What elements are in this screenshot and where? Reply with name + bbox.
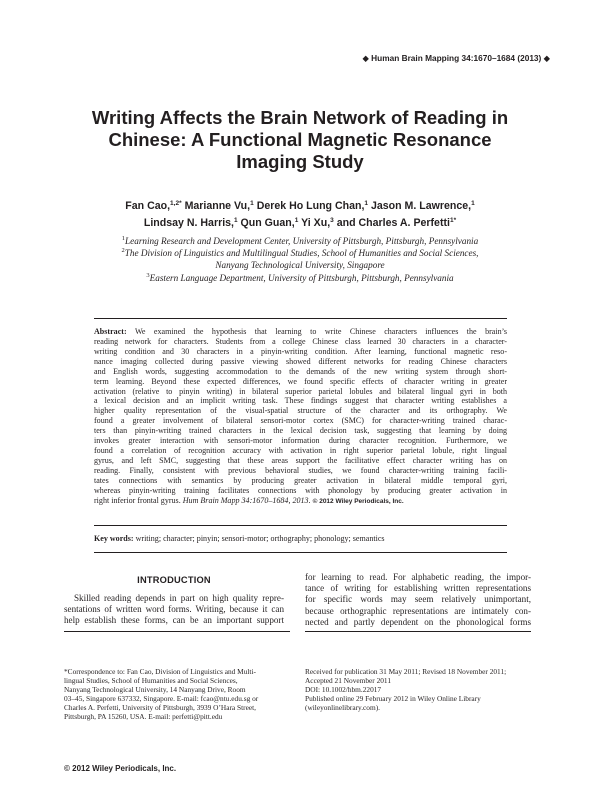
footnote-rule-left: [64, 631, 290, 632]
footnote-line: lingual Studies, School of Humanities and Social Sciences,: [64, 676, 238, 686]
body-line: for learning to read. For alphabetic reading, the impor-: [305, 572, 531, 582]
abstract-line: reading. Finally, consistent with previous behavioral studies, we found character-writing training facili-: [94, 465, 507, 475]
author-line-1: [60, 198, 540, 215]
abstract-line: higher quality representation of the visual-spatial structure of the character and its orthography. We: [94, 406, 507, 416]
affiliations: [60, 235, 540, 284]
abstract-line: reading network for characters. Students from a college Chinese class learned 30 characters in a character-: [94, 336, 507, 346]
author-name: Qun Guan,: [240, 217, 295, 229]
author-name: Fan Cao,: [125, 200, 171, 212]
footnote-line: Accepted 21 November 2011: [305, 676, 391, 686]
abstract-line: writing condition and 30 characters in a pinyin-writing condition. After learning, functional magnetic reso-: [94, 346, 507, 356]
body-line: tance of writing for establishing written representations: [305, 583, 531, 594]
author-name: Marianne Vu,: [184, 200, 251, 212]
affiliation-mark: 2: [121, 247, 125, 255]
body-line: help establish these forms, can be an important support: [64, 615, 284, 626]
abstract: [94, 327, 507, 507]
abstract-line: nance imaging collected during passive viewing showed different networks for reading Chinese characters: [94, 356, 507, 366]
page-copyright: © 2012 Wiley Periodicals, Inc.: [64, 764, 177, 773]
author-affiliation-mark: 1: [250, 200, 254, 207]
author-name: Yi Xu,: [301, 217, 331, 229]
author-list: [60, 198, 540, 232]
abstract-text: We examined the hypothesis that learning to write Chinese characters influences the brain’s: [134, 327, 507, 336]
affiliation-mark: 1: [121, 235, 126, 242]
title-line: Imaging Study: [236, 151, 364, 172]
title-line: Chinese: A Functional Magnetic Resonance: [108, 129, 492, 150]
abstract-top-rule: [94, 318, 507, 319]
footnote-line: Pittsburgh, PA 15260, USA. E-mail: perfetti@pitt.edu: [64, 712, 223, 722]
affiliation: [60, 272, 540, 284]
intro-left-column: [64, 593, 284, 627]
author-affiliation-mark: 1: [364, 200, 369, 207]
abstract-line: term learning. Beyond these expected differences, we found specific effects of character writing in greater: [94, 376, 507, 386]
footnote-line: *Correspondence to: Fan Cao, Division of Linguistics and Multi-: [64, 667, 256, 676]
abstract-bottom-rule: [94, 525, 507, 526]
author-affiliation-mark: 1*: [449, 217, 457, 224]
abstract-line: a lexical decision and an implicit writing task. These findings suggest that character writing establishes a: [94, 396, 507, 406]
author-name: and Charles A. Perfetti: [336, 217, 450, 229]
abstract-copyright: © 2012 Wiley Periodicals, Inc.: [312, 497, 404, 505]
title-line: Writing Affects the Brain Network of Reading in: [91, 107, 509, 128]
abstract-line: gyrus, and left SMC, suggesting that these areas support the facilitative effect character writing has on: [94, 455, 507, 465]
affiliation: [60, 247, 540, 259]
author-affiliation-mark: 1: [471, 200, 475, 207]
abstract-last-line: [94, 496, 507, 507]
abstract-line: and English words, suggesting accommodation to the demands of the new writing system through short-: [94, 366, 507, 376]
footnote-line: DOI: 10.1002/hbm.22017: [305, 685, 382, 695]
affiliation-text: The Division of Linguistics and Multilingual Studies, School of Humanities and Social Sciences,: [124, 248, 479, 259]
keywords-text: writing; character; pinyin; sensori-motor; orthography; phonology; semantics: [135, 534, 385, 543]
body-line: for specific words may seem relatively unimportant,: [305, 594, 531, 605]
author-affiliation-mark: 1: [233, 217, 238, 224]
abstract-line: [94, 327, 507, 337]
abstract-line: found a correlation of recognition accuracy with activation in right superior parietal lobule, right lingual: [94, 446, 507, 456]
footnote-line: 03–45, Singapore 637332, Singapore. E-mail: fcao@ntu.edu.sg or: [64, 694, 259, 704]
author-affiliation-mark: 1,2*: [170, 200, 182, 207]
affiliation-text: Learning Research and Development Center, University of Pittsburgh, Pittsburgh, Pennsylvania: [125, 236, 479, 246]
abstract-text: right inferior frontal gyrus.: [94, 495, 181, 505]
footnote-line: Nanyang Technological University, 14 Nanyang Drive, Room: [64, 685, 246, 695]
keywords: [94, 534, 507, 544]
footnote-rule-right: [305, 631, 531, 632]
footnote-line: Received for publication 31 May 2011; Revised 18 November 2011;: [305, 667, 507, 676]
body-line: nected and partly dependent on the phonological forms: [305, 616, 531, 627]
abstract-label: Abstract:: [94, 327, 127, 336]
abstract-line: whereas pinyin-writing training facilitates connections with phonology by producing greater activation in: [94, 485, 507, 495]
footnote-line: (wileyonlinelibrary.com).: [305, 703, 380, 713]
body-line: because orthographic representations are intimately con-: [305, 605, 531, 616]
author-affiliation-mark: 3: [330, 217, 334, 224]
affiliation: [60, 235, 540, 247]
body-line: sentations of written word forms. Writing, because it can: [64, 604, 284, 615]
abstract-line: found a greater involvement of bilateral sensori-motor cortex (SMC) for character-writing trained charac-: [94, 416, 507, 426]
author-name: Jason M. Lawrence,: [370, 200, 472, 212]
affiliation-continued: Nanyang Technological University, Singapore: [215, 260, 385, 271]
footnote-line: Published online 29 February 2012 in Wiley Online Library: [305, 694, 481, 704]
keywords-label: Key words:: [94, 534, 134, 543]
article-title: [70, 107, 530, 173]
author-name: Lindsay N. Harris,: [143, 217, 234, 229]
author-line-2: [60, 215, 540, 232]
affiliation-text: Eastern Language Department, University of Pittsburgh, Pittsburgh, Pennsylvania: [149, 272, 454, 283]
intro-right-column: [305, 572, 531, 628]
footnote-line: Charles A. Perfetti, University of Pittsburgh, 3939 O’Hara Street,: [64, 703, 256, 713]
abstract-line: ters than pinyin-writing trained characters in the lexical decision task, suggesting that learning by doing: [94, 426, 507, 436]
body-line: Skilled reading depends in part on high quality repre-: [74, 593, 284, 603]
abstract-line: activation (relative to pinyin writing) in bilateral superior parietal lobules and bilateral lingual gyri in both: [94, 386, 507, 396]
author-name: Derek Ho Lung Chan,: [256, 200, 365, 212]
abstract-line: tates connections with semantics by producing greater activation in bilateral middle temporal gyri,: [94, 475, 507, 485]
section-heading: INTRODUCTION: [137, 575, 211, 585]
correspondence-footnote: [64, 667, 290, 721]
author-affiliation-mark: 1: [294, 217, 299, 224]
abstract-citation: Hum Brain Mapp 34:1670–1684, 2013.: [182, 495, 311, 505]
keywords-bottom-rule: [94, 552, 507, 553]
publication-history: [305, 667, 535, 712]
journal-header: ◆ Human Brain Mapping 34:1670–1684 (2013) ◆: [362, 53, 550, 63]
abstract-line: invokes greater interaction with sensori-motor information during character recognition. Furthermore, we: [94, 436, 507, 446]
affiliation-mark: 3: [146, 271, 150, 279]
